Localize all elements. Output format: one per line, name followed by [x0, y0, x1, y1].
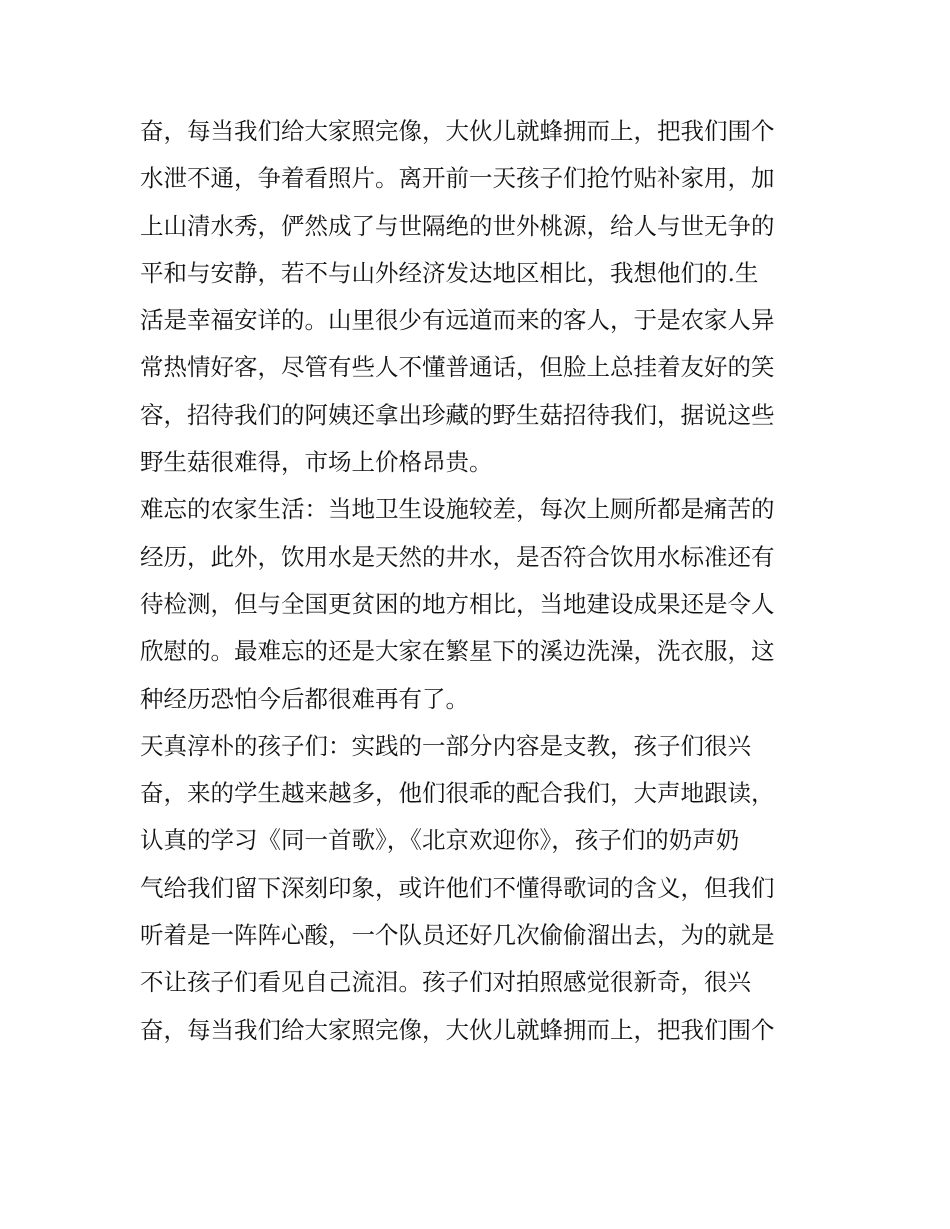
text-line: 平和与安静，若不与山外经济发达地区相比，我想他们的.生	[140, 258, 759, 287]
text-line: 经历，此外，饮用水是天然的井水，是否符合饮用水标准还有	[140, 542, 775, 571]
text-line: 容，招待我们的阿姨还拿出珍藏的野生菇招待我们，据说这些	[140, 400, 775, 429]
text-line: 奋，每当我们给大家照完像，大伙儿就蜂拥而上，把我们围个	[140, 117, 775, 145]
text-line: 待检测，但与全国更贫困的地方相比，当地建设成果还是令人	[140, 589, 775, 618]
text-line: 气给我们留下深刻印象，或许他们不懂得歌词的含义，但我们	[140, 873, 775, 902]
text-line: 欣慰的。最难忘的还是大家在繁星下的溪边洗澡，洗衣服，这	[140, 637, 775, 666]
text-line: 听着是一阵阵心酸，一个队员还好几次偷偷溜出去，为的就是	[140, 921, 775, 950]
text-line: 天真淳朴的孩子们：实践的一部分内容是支教，孩子们很兴	[140, 731, 751, 760]
text-line: 野生菇很难得，市场上价格昂贵。	[140, 448, 493, 477]
document-body	[140, 108, 830, 1054]
text-line: 奋，来的学生越来越多，他们很乖的配合我们，大声地跟读，	[140, 779, 775, 808]
text-line: 常热情好客，尽管有些人不懂普通话，但脸上总挂着友好的笑	[140, 353, 775, 382]
text-line: 上山清水秀，俨然成了与世隔绝的世外桃源，给人与世无争的	[140, 211, 775, 240]
text-line: 种经历恐怕今后都很难再有了。	[140, 684, 469, 713]
text-line: 不让孩子们看见自己流泪。孩子们对拍照感觉很新奇，很兴	[140, 968, 751, 997]
text-line: 认真的学习《同一首歌》，《北京欢迎你》，孩子们的奶声奶	[140, 826, 740, 855]
text-line: 水泄不通，争着看照片。离开前一天孩子们抢竹贴补家用，加	[140, 164, 775, 193]
text-line: 活是幸福安详的。山里很少有远道而来的客人，于是农家人异	[140, 306, 775, 335]
text-line: 奋，每当我们给大家照完像，大伙儿就蜂拥而上，把我们围个	[140, 1015, 775, 1044]
text-line: 难忘的农家生活：当地卫生设施较差，每次上厕所都是痛苦的	[140, 495, 775, 524]
